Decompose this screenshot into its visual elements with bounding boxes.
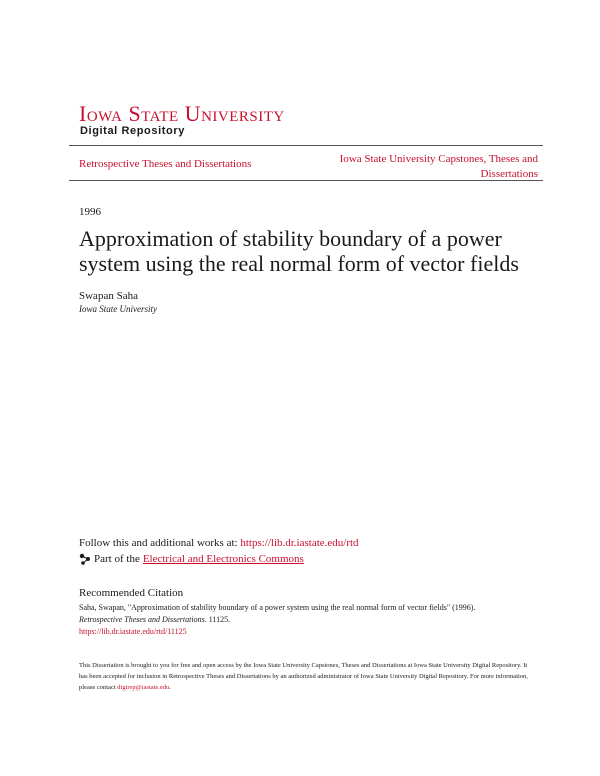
citation-heading: Recommended Citation xyxy=(79,587,184,599)
follow-label: Follow this and additional works at: xyxy=(79,537,238,549)
contact-email-link[interactable]: digirep@iastate.edu xyxy=(117,684,170,691)
author-name: Swapan Saha xyxy=(79,290,138,302)
follow-url-link[interactable]: https://lib.dr.iastate.edu/rtd xyxy=(240,537,359,549)
citation-block xyxy=(79,602,519,638)
publication-year: 1996 xyxy=(79,206,101,218)
part-of-label: Part of the xyxy=(94,553,140,565)
citation-number: . 11125. xyxy=(204,615,231,624)
university-logo-title[interactable]: Iowa State University xyxy=(79,101,285,126)
access-notice xyxy=(79,660,529,693)
follow-line xyxy=(79,537,359,549)
author-affiliation: Iowa State University xyxy=(79,304,157,314)
citation-series: Retrospective Theses and Dissertations xyxy=(79,615,205,624)
notice-end: . xyxy=(169,684,171,691)
repository-logo-subtitle[interactable]: Digital Repository xyxy=(80,125,185,137)
divider-bottom xyxy=(69,180,543,181)
commons-network-icon xyxy=(79,553,91,565)
document-title: Approximation of stability boundary of a power system using the real normal form of vector fields xyxy=(79,226,519,276)
collection-link-retrospective[interactable]: Retrospective Theses and Dissertations xyxy=(79,158,252,170)
collection-link-capstones[interactable]: Iowa State University Capstones, Theses and Dissertations xyxy=(339,153,538,180)
citation-url-link[interactable]: https://lib.dr.iastate.edu/rtd/11125 xyxy=(79,627,187,636)
commons-link[interactable]: Electrical and Electronics Commons xyxy=(142,553,304,565)
divider-top xyxy=(69,145,543,146)
part-of-line xyxy=(79,553,304,565)
notice-text: This Dissertation is brought to you for free and open access by the Iowa State University Capstones, Theses and Dissertations at Iowa State University Digital Repository. It has been accepted for inclusion in Retrospective Theses and Dissertations by an authorized administrator of Iowa State University Digital Repository. For more information, please contact xyxy=(79,662,528,691)
citation-text: Saha, Swapan, "Approximation of stability boundary of a power system using the real normal form of vector fields" (1996). xyxy=(79,603,476,612)
